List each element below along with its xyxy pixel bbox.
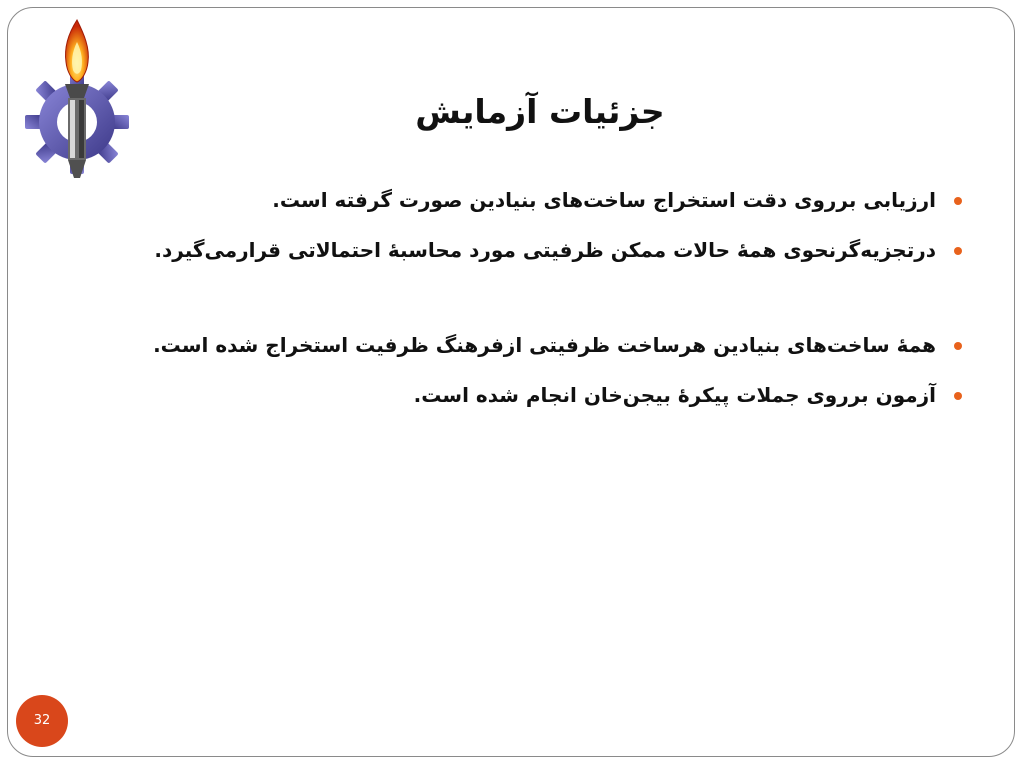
bullet-item (114, 331, 964, 359)
bullet-item (114, 236, 964, 264)
bullet-text: آزمون برروی جملات پیکرهٔ بیجن‌خان انجام شده است. (413, 383, 936, 407)
bullet-text: همهٔ ساخت‌های بنیادین هرساخت ظرفیتی ازفرهنگ ظرفیت استخراج شده است. (153, 333, 936, 357)
bullet-dot-icon (954, 392, 962, 400)
bullet-dot-icon (954, 342, 962, 350)
slide-title: جزئیات آزمایش (415, 92, 665, 131)
bullet-item (114, 381, 964, 409)
bullet-dot-icon (954, 247, 962, 255)
bullet-list (114, 180, 964, 409)
bullet-dot-icon (954, 197, 962, 205)
bullet-item (114, 186, 964, 214)
page-number-badge: 32 (16, 695, 68, 747)
bullet-text: درتجزیه‌گرنحوی همهٔ حالات ممکن ظرفیتی مورد محاسبهٔ احتمالاتی قرارمی‌گیرد. (154, 238, 936, 262)
bullet-text: ارزیابی برروی دقت استخراج ساخت‌های بنیادین صورت گرفته است. (272, 188, 936, 212)
torch-gear-logo (20, 12, 134, 184)
